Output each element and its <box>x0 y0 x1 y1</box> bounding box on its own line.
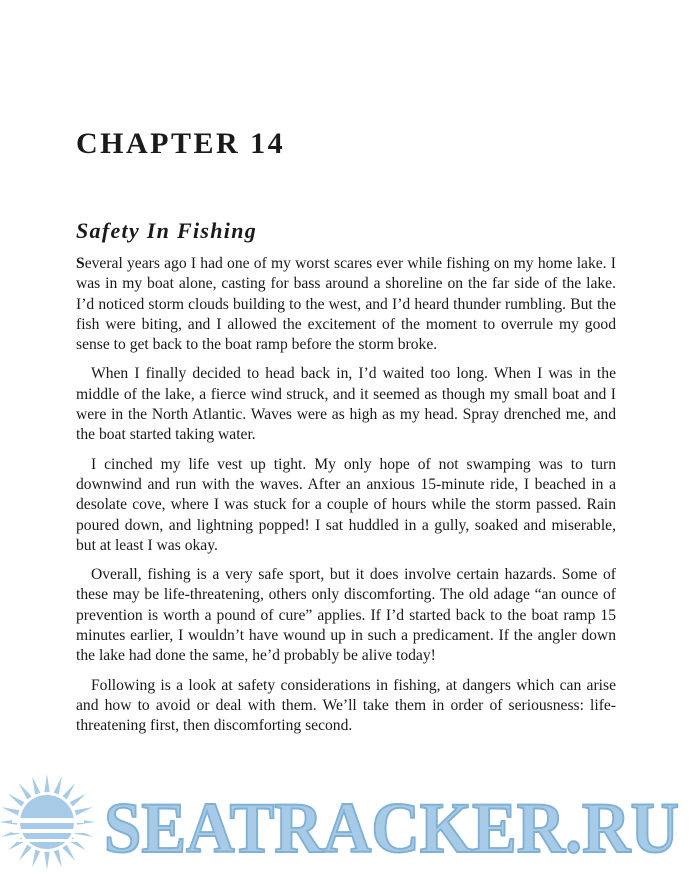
paragraph-4: Overall, fishing is a very safe sport, but it does involve certain hazards. Some of these may be life-threatening, others only discomforting. The old adage “an ounce of prevention is worth a pound of cure” applies. If I’d started back to the boat ramp 15 minutes earlier, I wouldn’t have wound up in such a predicament. If the angler down the lake had done the same, he’d probably be alive today! <box>76 566 616 665</box>
paragraph-3: I cinched my life vest up tight. My only hope of not swamping was to turn downwind and run with the waves. After an anxious 15-minute ride, I beached in a desolate cove, where I was stuck for a couple of hours while the storm passed. Rain poured down, and lightning popped! I sat huddled in a gully, soaked and miserable, but at least I was okay. <box>76 455 616 554</box>
watermark <box>0 770 691 878</box>
sun-ray <box>32 850 40 868</box>
sun-ray <box>32 776 40 794</box>
sun-ray <box>54 850 62 868</box>
sun-ray <box>44 774 49 792</box>
sun-ray <box>62 783 75 799</box>
sun-ray <box>62 845 75 861</box>
drop-cap: S <box>76 255 85 272</box>
watermark-text: SEATRACKER.RU <box>104 788 679 868</box>
sun-ray <box>44 852 49 870</box>
sun-ray <box>19 845 32 861</box>
sun-ray <box>70 794 86 807</box>
paragraph-2: When I finally decided to head back in, I’d waited too long. When I was in the middle of the lake, a fierce wind struck, and it seemed as though my small boat and I were in the North Atlantic. Waves were as high as my head. Spray drenched me, and the boat started taking water. <box>76 365 616 444</box>
chapter-heading: CHAPTER 14 <box>76 127 286 160</box>
sun-ray <box>75 807 93 815</box>
sun-ray <box>54 776 62 794</box>
paragraph-5: Following is a look at safety considerations in fishing, at dangers which can arise and how to avoid or deal with them. We’ll take them in order of seriousness: life-threatening first, then discomforting second. <box>76 676 616 735</box>
sun-ray <box>19 783 32 799</box>
section-title: Safety In Fishing <box>76 218 258 243</box>
paragraph-1-text: everal years ago I had one of my worst scares ever while fishing on my home lake. I was in my boat alone, casting for bass around a shoreline on the far side of the lake. I’d noticed storm clouds building to the west, and I’d heard thunder rumbling. But the fish were biting, and I allowed the excitement of the moment to overrule my good sense to get back to the boat ramp before the storm broke. <box>76 255 616 354</box>
sun-wave-logo-icon <box>0 774 95 870</box>
sun-ray <box>8 794 24 807</box>
body-text <box>76 254 616 746</box>
paragraph-1 <box>76 254 616 355</box>
sun-ray <box>1 807 19 815</box>
